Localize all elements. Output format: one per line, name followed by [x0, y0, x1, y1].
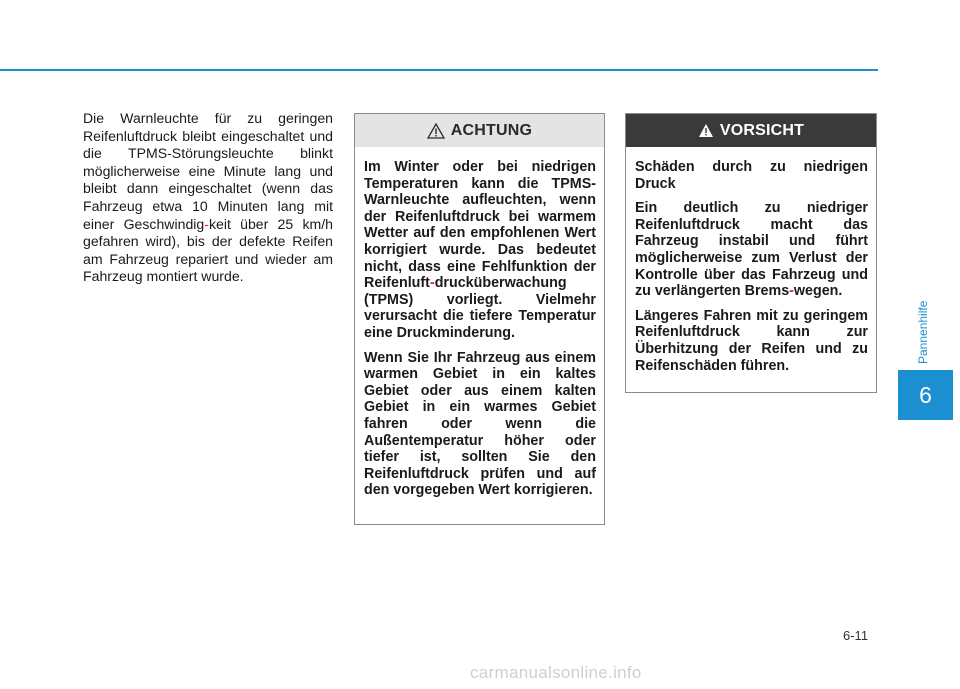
section-label: Pannenhilfe [916, 300, 930, 364]
body-text-part: keit über 25 km/h gefahren wird), bis der defekte Reifen am Fahrzeug repariert und wieder am Fahrzeug montiert wurde. [83, 215, 333, 285]
page-number: 6-11 [843, 628, 869, 643]
watermark: carmanualsonline.info [470, 663, 642, 682]
chapter-tab[interactable]: 6 [898, 370, 953, 420]
body-text [83, 110, 333, 286]
achtung-paragraph [364, 159, 596, 342]
vorsicht-text: Ein deutlich zu niedriger Reifenluftdruck macht das Fahrzeug instabil und führt möglicherweise zum Verlust der Kontrolle über das Fahrzeug und zu verlängerten Brems [635, 200, 868, 300]
vorsicht-header [626, 114, 876, 147]
achtung-text: drucküberwachung (TPMS) vorliegt. Vielmehr verursacht die tiefere Temperatur eine Druckminderung. [364, 275, 596, 341]
body-text-part: Die Warnleuchte für zu geringen Reifenluftdruck bleibt eingeschaltet und die TPMS-Störungsleuchte blinkt möglicherweise eine Minute lang und bleibt dann eingeschaltet (wenn das Fahrzeug etwa 10 Minuten lang mit einer Geschwindig [83, 110, 333, 232]
hyphen-mark: - [429, 275, 435, 292]
vorsicht-title: VORSICHT [719, 121, 805, 139]
achtung-header [355, 114, 604, 147]
warning-triangle-icon [698, 123, 714, 138]
hyphen-mark: - [204, 215, 209, 232]
achtung-text: Im Winter oder bei niedrigen Temperaturen kann die TPMS-Warnleuchte aufleuchten, wenn der Reifenluftdruck bei warmem Wetter auf den empfohlenen Wert korrigiert wurde. Das bedeutet nicht, dass eine Fehlfunktion der Reifenluft [364, 159, 596, 292]
vorsicht-paragraph: Längeres Fahren mit zu geringem Reifenluftdruck kann zur Überhitzung der Reifen und zu Reifenschäden führen. [635, 307, 868, 374]
achtung-title: ACHTUNG [450, 121, 533, 139]
vorsicht-box [625, 113, 877, 393]
warning-triangle-icon [427, 123, 445, 139]
vorsicht-paragraph: Schäden durch zu niedrigen Druck [635, 159, 868, 192]
vorsicht-paragraph [635, 200, 868, 300]
vorsicht-content [626, 147, 876, 374]
hyphen-mark: - [789, 283, 794, 300]
vorsicht-text: wegen. [793, 283, 843, 300]
achtung-content [355, 147, 604, 499]
header-rule [0, 69, 878, 71]
achtung-box [354, 113, 605, 525]
achtung-paragraph: Wenn Sie Ihr Fahrzeug aus einem warmen Gebiet in ein kaltes Gebiet oder aus einem kalten Gebiet in ein warmes Gebiet fahren oder wenn die Außentemperatur höher oder tiefer ist, sollten Sie den Reifenluftdruck prüfen und auf den vorgegeben Wert korrigieren. [364, 349, 596, 499]
